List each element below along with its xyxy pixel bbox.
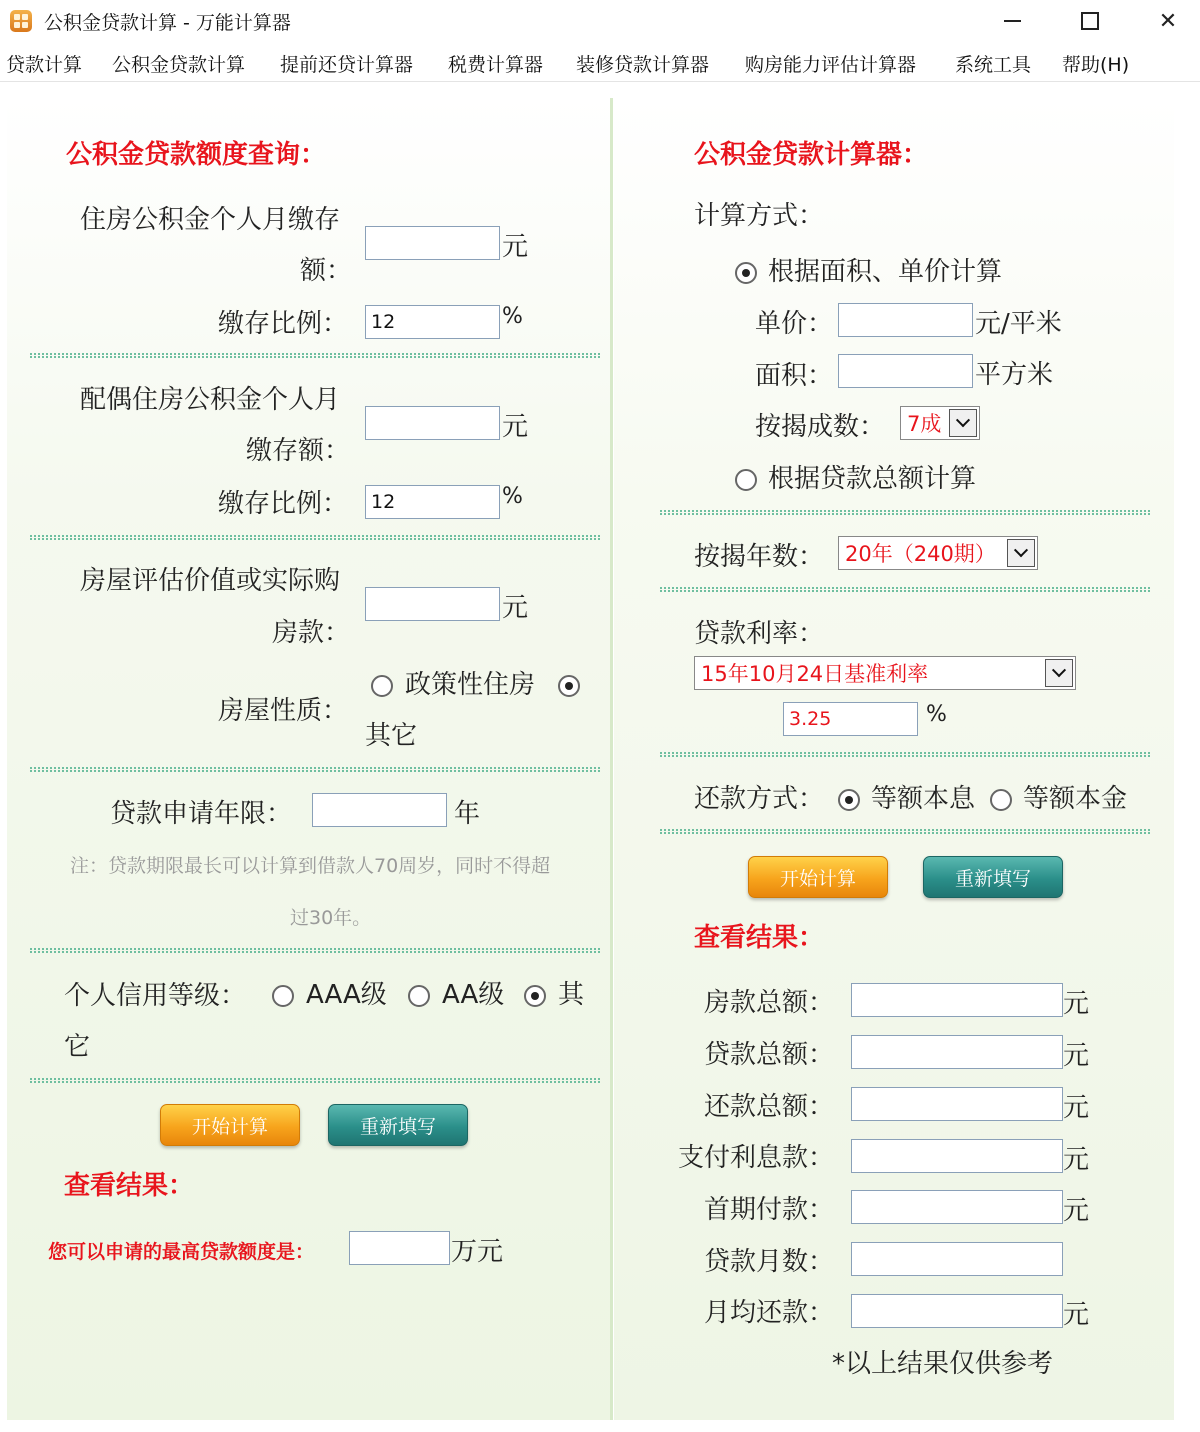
spouse-deposit-input[interactable] <box>365 406 500 440</box>
house-value-input[interactable] <box>365 587 500 621</box>
menu-system-tools[interactable]: 系统工具 <box>955 54 1032 76</box>
menu-tax-calc[interactable]: 税费计算器 <box>448 54 544 76</box>
area-input[interactable] <box>838 354 973 388</box>
result-house-total-label: 房款总额： <box>703 988 834 1018</box>
personal-ratio-input[interactable] <box>365 305 500 339</box>
credit-aa-radio[interactable] <box>408 985 430 1007</box>
menu-affordability-calc[interactable]: 购房能力评估计算器 <box>745 54 917 76</box>
menu-fund-loan-calc[interactable]: 公积金贷款计算 <box>112 54 246 76</box>
quota-calc-button[interactable]: 开始计算 <box>160 1104 300 1146</box>
maximize-icon <box>1081 12 1099 30</box>
house-type-policy-radio[interactable] <box>371 675 393 697</box>
rate-unit: % <box>926 702 947 727</box>
max-loan-unit: 万元 <box>451 1237 504 1267</box>
result-house-total-output[interactable] <box>851 983 1063 1017</box>
fund-calc-button[interactable]: 开始计算 <box>748 856 888 898</box>
disclaimer-text: *以上结果仅供参考 <box>832 1349 1054 1379</box>
result-repay-total-label: 还款总额： <box>703 1092 834 1122</box>
credit-level-label: 个人信用等级： <box>64 981 247 1011</box>
result-monthly-output[interactable] <box>851 1294 1063 1328</box>
result-interest-output[interactable] <box>851 1139 1063 1173</box>
divider-dotted <box>660 752 1150 757</box>
menu-bar <box>0 46 1200 82</box>
chevron-down-icon <box>1045 659 1073 687</box>
mortgage-years-select[interactable] <box>838 536 1038 570</box>
loan-years-input[interactable] <box>312 793 447 827</box>
divider-dotted <box>30 535 600 540</box>
mortgage-ratio-label: 按揭成数： <box>755 412 886 442</box>
calculator-app-icon <box>10 10 32 32</box>
spouse-ratio-unit: % <box>502 484 523 509</box>
result-repay-total-unit: 元 <box>1063 1093 1090 1123</box>
divider-dotted <box>30 767 600 772</box>
loan-term-note: 注：贷款期限最长可以计算到借款人70周岁，同时不得超 <box>70 855 551 877</box>
divider-dotted <box>30 948 600 953</box>
spouse-deposit-label: 配偶住房公积金个人月 <box>80 385 341 415</box>
house-value-label-cont: 房款： <box>272 618 351 648</box>
divider-dotted <box>660 510 1150 515</box>
house-type-other-label: 其它 <box>365 721 418 751</box>
repay-equal-pi-radio[interactable] <box>838 789 860 811</box>
menu-renovation-loan-calc[interactable]: 装修贷款计算器 <box>576 54 710 76</box>
rate-label: 贷款利率： <box>694 619 825 649</box>
repay-equal-p-label: 等额本金 <box>1023 784 1128 814</box>
area-unit: 平方米 <box>975 360 1054 390</box>
chevron-down-icon <box>1007 539 1035 567</box>
personal-deposit-unit: 元 <box>502 232 529 262</box>
result-down-payment-label: 首期付款： <box>703 1195 834 1225</box>
rate-select[interactable] <box>694 656 1076 690</box>
credit-aa-label: AA级 <box>442 980 505 1010</box>
result-monthly-label: 月均还款： <box>703 1298 834 1328</box>
house-value-label: 房屋评估价值或实际购 <box>80 566 341 596</box>
house-type-other-radio[interactable] <box>558 675 580 697</box>
result-down-payment-unit: 元 <box>1063 1196 1090 1226</box>
loan-term-note-cont: 过30年。 <box>290 907 372 929</box>
house-type-label: 房屋性质： <box>218 696 349 726</box>
fund-quota-panel <box>7 98 611 1420</box>
minimize-button[interactable] <box>976 0 1048 42</box>
title-bar <box>0 0 1200 42</box>
divider-dotted <box>660 829 1150 834</box>
loan-years-unit: 年 <box>454 799 481 829</box>
rate-input[interactable] <box>783 702 918 736</box>
menu-help[interactable]: 帮助(H) <box>1062 54 1130 76</box>
result-loan-total-unit: 元 <box>1063 1041 1090 1071</box>
panel-divider <box>610 98 613 1420</box>
rate-select-value: 15年10月24日基准利率 <box>701 662 929 686</box>
spouse-deposit-label-cont: 缴存额： <box>246 436 351 466</box>
mortgage-years-value: 20年（240期） <box>845 542 996 566</box>
calc-method-label: 计算方式： <box>694 201 825 231</box>
result-loan-total-label: 贷款总额： <box>703 1040 834 1070</box>
method-area-radio[interactable] <box>735 262 757 284</box>
minimize-icon <box>1004 20 1021 22</box>
loan-years-label: 贷款申请年限： <box>110 799 293 829</box>
method-area-label: 根据面积、单价计算 <box>768 257 1003 287</box>
personal-deposit-label-cont: 额： <box>300 256 353 286</box>
close-icon: ✕ <box>1158 8 1178 34</box>
personal-deposit-label: 住房公积金个人月缴存 <box>80 205 341 235</box>
fund-reset-button[interactable]: 重新填写 <box>923 856 1063 898</box>
unit-price-label: 单价： <box>755 309 834 339</box>
credit-other-radio[interactable] <box>524 985 546 1007</box>
house-type-policy-label: 政策性住房 <box>405 670 536 700</box>
repay-method-label: 还款方式： <box>694 784 825 814</box>
fund-calc-heading: 公积金贷款计算器： <box>694 140 929 170</box>
personal-ratio-label: 缴存比例： <box>218 309 349 339</box>
max-loan-label: 您可以申请的最高贷款额度是： <box>48 1241 315 1263</box>
unit-price-input[interactable] <box>838 303 973 337</box>
menu-loan-calc[interactable]: 贷款计算 <box>6 54 83 76</box>
result-repay-total-output[interactable] <box>851 1087 1063 1121</box>
result-interest-label: 支付利息款： <box>677 1143 834 1173</box>
credit-other-label-cont: 它 <box>64 1032 91 1062</box>
mortgage-ratio-value: 7成 <box>907 412 942 436</box>
personal-ratio-unit: % <box>502 304 523 329</box>
spouse-ratio-input[interactable] <box>365 485 500 519</box>
spouse-ratio-label: 缴存比例： <box>218 489 349 519</box>
divider-dotted <box>30 353 600 358</box>
credit-aaa-radio[interactable] <box>272 985 294 1007</box>
house-value-unit: 元 <box>502 593 529 623</box>
maximize-button[interactable] <box>1054 0 1126 42</box>
credit-other-label: 其 <box>558 980 585 1010</box>
result-months-label: 贷款月数： <box>703 1247 834 1277</box>
divider-dotted <box>30 1078 600 1083</box>
mortgage-years-label: 按揭年数： <box>694 542 825 572</box>
window-title: 公积金贷款计算 - 万能计算器 <box>44 12 291 34</box>
menu-prepay-calc[interactable]: 提前还贷计算器 <box>280 54 414 76</box>
repay-equal-p-radio[interactable] <box>990 789 1012 811</box>
area-label: 面积： <box>755 361 834 391</box>
chevron-down-icon <box>949 409 977 437</box>
quota-reset-button[interactable]: 重新填写 <box>328 1104 468 1146</box>
bottom-strip <box>0 1420 1200 1432</box>
personal-deposit-input[interactable] <box>365 226 500 260</box>
result-down-payment-output[interactable] <box>851 1190 1063 1224</box>
credit-aaa-label: AAA级 <box>306 980 387 1010</box>
result-months-output[interactable] <box>851 1242 1063 1276</box>
unit-price-unit: 元/平米 <box>975 309 1062 339</box>
result-house-total-unit: 元 <box>1063 989 1090 1019</box>
result-monthly-unit: 元 <box>1063 1300 1090 1330</box>
quota-heading: 公积金贷款额度查询： <box>66 140 327 170</box>
repay-equal-pi-label: 等额本息 <box>871 784 976 814</box>
result-interest-unit: 元 <box>1063 1145 1090 1175</box>
divider-dotted <box>660 587 1150 592</box>
quota-result-heading: 查看结果： <box>64 1171 195 1201</box>
method-total-label: 根据贷款总额计算 <box>768 464 977 494</box>
fund-result-heading: 查看结果： <box>694 923 825 953</box>
result-loan-total-output[interactable] <box>851 1035 1063 1069</box>
max-loan-output[interactable] <box>349 1231 450 1265</box>
close-button[interactable] <box>1132 0 1200 42</box>
spouse-deposit-unit: 元 <box>502 412 529 442</box>
mortgage-ratio-select[interactable] <box>900 406 980 440</box>
method-total-radio[interactable] <box>735 469 757 491</box>
